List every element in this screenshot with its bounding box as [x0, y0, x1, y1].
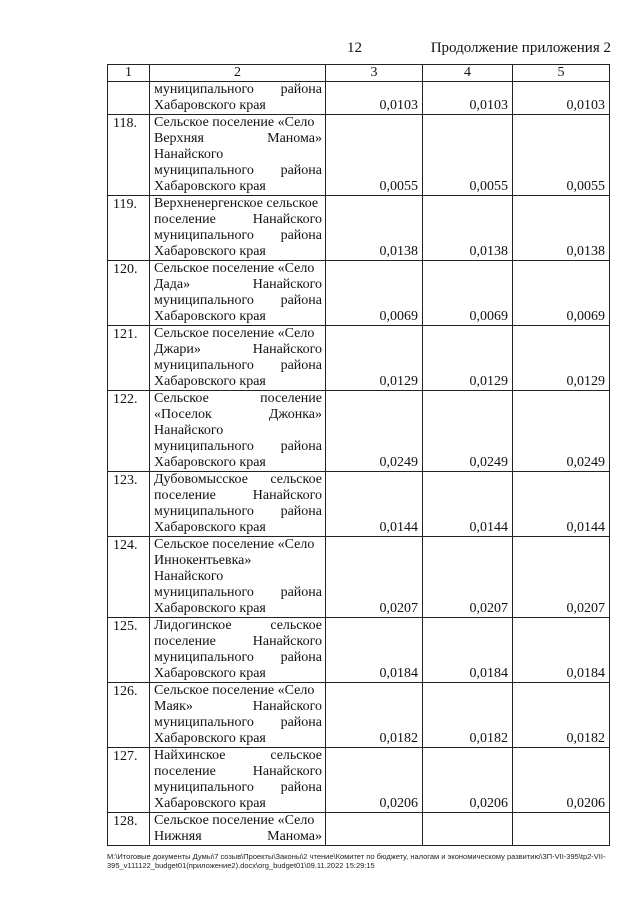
name-word: Хабаровского края [154, 244, 266, 259]
name-word: района [280, 228, 322, 243]
name-word: Лидогинское [154, 618, 232, 633]
name-word: муниципального [154, 439, 254, 454]
value-cell-v3 [326, 115, 423, 196]
table-row [108, 813, 610, 846]
value-cell-v3 [326, 82, 423, 115]
value: 0,0206 [469, 796, 508, 811]
name-word: муниципального [154, 358, 254, 373]
name-word: Сельское поселение «Село [154, 813, 315, 828]
name-word: района [280, 439, 322, 454]
value-cell-v4 [423, 748, 513, 813]
name-word: района [280, 82, 322, 97]
value: 0,0129 [379, 374, 418, 389]
name-line [154, 358, 322, 374]
settlement-name [150, 196, 326, 261]
name-line [154, 374, 322, 390]
settlement-name [150, 391, 326, 472]
name-line [154, 196, 322, 212]
value-cell-v4 [423, 115, 513, 196]
name-word: района [280, 504, 322, 519]
value [326, 813, 418, 845]
name-line [154, 715, 322, 731]
table-row [108, 472, 610, 537]
value-cell-v5 [513, 683, 610, 748]
value-cell-v5 [513, 618, 610, 683]
name-line [154, 813, 322, 829]
row-index: 123. [108, 472, 150, 537]
value-cell-v3 [326, 683, 423, 748]
value-cell-v5 [513, 391, 610, 472]
value: 0,0103 [566, 98, 605, 113]
name-line [154, 293, 322, 309]
footer-path-line: М:\Итоговые документы Думы\7 созыв\Проекты\Законы\2 чтение\Комитет по бюджету, налогам и экономическому развитию\ЗП-VII-395\tp2-VII- [107, 852, 606, 861]
row-index: 124. [108, 537, 150, 618]
name-line [154, 98, 322, 114]
name-word: Нанайского [154, 423, 224, 438]
value [423, 813, 508, 845]
name-word: Сельское поселение «Село [154, 115, 315, 130]
name-word: Нанайского [252, 699, 322, 714]
name-line [154, 423, 322, 439]
document-path-footer [107, 852, 613, 870]
value-cell-v5 [513, 537, 610, 618]
name-line [154, 650, 322, 666]
value-cell-v4 [423, 813, 513, 846]
row-index: 122. [108, 391, 150, 472]
name-word: сельское [270, 748, 322, 763]
value-cell-v4 [423, 683, 513, 748]
name-word: муниципального [154, 228, 254, 243]
row-index: 127. [108, 748, 150, 813]
value: 0,0055 [379, 179, 418, 194]
value-cell-v5 [513, 196, 610, 261]
name-word: Нижняя [154, 829, 202, 844]
value: 0,0249 [379, 455, 418, 470]
name-line [154, 261, 322, 277]
name-word: Маяк» [154, 699, 193, 714]
value-cell-v5 [513, 472, 610, 537]
value: 0,0144 [379, 520, 418, 535]
table-row [108, 748, 610, 813]
name-line [154, 455, 322, 471]
value: 0,0207 [469, 601, 508, 616]
name-line [154, 212, 322, 228]
name-line [154, 585, 322, 601]
value-cell-v3 [326, 537, 423, 618]
name-line [154, 731, 322, 747]
value: 0,0184 [469, 666, 508, 681]
name-line [154, 309, 322, 325]
value-cell-v5 [513, 326, 610, 391]
table-row [108, 115, 610, 196]
name-line [154, 796, 322, 812]
name-word: поселение [154, 212, 216, 227]
table-row [108, 683, 610, 748]
name-word: Сельское поселение «Село [154, 683, 315, 698]
row-index [108, 82, 150, 115]
settlement-name [150, 115, 326, 196]
name-word: Сельское поселение «Село [154, 537, 315, 552]
settlement-name [150, 748, 326, 813]
column-header: 2 [150, 65, 326, 82]
value-cell-v4 [423, 326, 513, 391]
name-line [154, 488, 322, 504]
name-word: Джонка» [268, 407, 322, 422]
name-line [154, 569, 322, 585]
name-word: Хабаровского края [154, 374, 266, 389]
name-word: Нанайского [252, 488, 322, 503]
name-word: Найхинское [154, 748, 226, 763]
value-cell-v5 [513, 813, 610, 846]
name-word: района [280, 293, 322, 308]
name-word: поселение [154, 764, 216, 779]
name-word: муниципального [154, 504, 254, 519]
name-word: района [280, 358, 322, 373]
value: 0,0144 [566, 520, 605, 535]
name-line [154, 439, 322, 455]
name-word: муниципального [154, 82, 254, 97]
name-word: Нанайского [252, 764, 322, 779]
name-line [154, 472, 322, 488]
name-word: Нанайского [154, 569, 224, 584]
column-header: 4 [423, 65, 513, 82]
name-word: поселение [154, 634, 216, 649]
name-line [154, 666, 322, 682]
value: 0,0184 [379, 666, 418, 681]
name-word: муниципального [154, 163, 254, 178]
name-word: Иннокентьевка» [154, 553, 252, 568]
value-cell-v4 [423, 261, 513, 326]
name-line [154, 228, 322, 244]
name-word: сельское [270, 472, 322, 487]
name-line [154, 634, 322, 650]
name-word: Хабаровского края [154, 520, 266, 535]
value: 0,0206 [379, 796, 418, 811]
name-line [154, 537, 322, 553]
table-row [108, 326, 610, 391]
value: 0,0138 [379, 244, 418, 259]
value: 0,0069 [566, 309, 605, 324]
table-row [108, 261, 610, 326]
column-header: 3 [326, 65, 423, 82]
name-line [154, 115, 322, 131]
value: 0,0129 [566, 374, 605, 389]
name-word: района [280, 585, 322, 600]
name-line [154, 391, 322, 407]
table-row [108, 391, 610, 472]
name-word: Хабаровского края [154, 98, 266, 113]
page-number: 12 [347, 40, 362, 56]
name-word: Хабаровского края [154, 796, 266, 811]
value-cell-v4 [423, 618, 513, 683]
name-word: муниципального [154, 585, 254, 600]
name-line [154, 520, 322, 536]
name-word: Верхненергенское сельское [154, 196, 319, 211]
name-word: Нанайского [252, 212, 322, 227]
value-cell-v4 [423, 472, 513, 537]
continuation-label: Продолжение приложения 2 [430, 40, 611, 56]
value-cell-v3 [326, 196, 423, 261]
settlement-name [150, 813, 326, 846]
table-row [108, 537, 610, 618]
name-line [154, 244, 322, 260]
value: 0,0144 [469, 520, 508, 535]
name-word: Нанайского [252, 342, 322, 357]
name-line [154, 829, 322, 845]
name-word: Нанайского [154, 147, 224, 162]
name-line [154, 618, 322, 634]
name-word: Манома» [267, 131, 322, 146]
name-word: района [280, 163, 322, 178]
value: 0,0069 [469, 309, 508, 324]
name-word: Сельское поселение «Село [154, 261, 315, 276]
value: 0,0182 [566, 731, 605, 746]
value-cell-v4 [423, 391, 513, 472]
value-cell-v3 [326, 748, 423, 813]
value-cell-v3 [326, 618, 423, 683]
name-word: сельское [270, 618, 322, 633]
name-word: Нанайского [252, 634, 322, 649]
name-line [154, 342, 322, 358]
row-index: 121. [108, 326, 150, 391]
value-cell-v3 [326, 326, 423, 391]
value-cell-v5 [513, 82, 610, 115]
row-index: 118. [108, 115, 150, 196]
value-cell-v5 [513, 748, 610, 813]
column-header: 1 [108, 65, 150, 82]
name-line [154, 683, 322, 699]
name-line [154, 699, 322, 715]
value: 0,0249 [566, 455, 605, 470]
name-line [154, 163, 322, 179]
name-word: Хабаровского края [154, 309, 266, 324]
budget-table [107, 64, 610, 846]
value-cell-v4 [423, 196, 513, 261]
name-word: района [280, 715, 322, 730]
name-line [154, 147, 322, 163]
name-word: Джари» [154, 342, 201, 357]
table-row [108, 196, 610, 261]
name-word: Хабаровского края [154, 601, 266, 616]
name-word: Дубовомысское [154, 472, 248, 487]
value: 0,0206 [566, 796, 605, 811]
name-word: муниципального [154, 293, 254, 308]
value-cell-v3 [326, 261, 423, 326]
row-index: 125. [108, 618, 150, 683]
name-line [154, 179, 322, 195]
table-row [108, 82, 610, 115]
name-word: Сельское [154, 391, 209, 406]
settlement-name [150, 472, 326, 537]
name-word: Дада» [154, 277, 191, 292]
value-cell-v3 [326, 391, 423, 472]
name-word: «Поселок [154, 407, 212, 422]
settlement-name [150, 261, 326, 326]
value: 0,0129 [469, 374, 508, 389]
value-cell-v5 [513, 261, 610, 326]
name-line [154, 764, 322, 780]
name-line [154, 553, 322, 569]
table-row [108, 618, 610, 683]
column-header: 5 [513, 65, 610, 82]
value: 0,0069 [379, 309, 418, 324]
name-word: Манома» [267, 829, 322, 844]
value: 0,0249 [469, 455, 508, 470]
name-word: Хабаровского края [154, 455, 266, 470]
value: 0,0138 [469, 244, 508, 259]
name-line [154, 780, 322, 796]
value: 0,0207 [566, 601, 605, 616]
name-word: Нанайского [252, 277, 322, 292]
value-cell-v4 [423, 537, 513, 618]
name-word: муниципального [154, 715, 254, 730]
name-line [154, 601, 322, 617]
settlement-name [150, 326, 326, 391]
name-word: муниципального [154, 650, 254, 665]
value: 0,0055 [469, 179, 508, 194]
row-index: 128. [108, 813, 150, 846]
name-word: района [280, 650, 322, 665]
row-index: 119. [108, 196, 150, 261]
name-line [154, 326, 322, 342]
value-cell-v5 [513, 115, 610, 196]
value-cell-v3 [326, 472, 423, 537]
name-line [154, 82, 322, 98]
settlement-name [150, 82, 326, 115]
value: 0,0055 [566, 179, 605, 194]
value: 0,0103 [469, 98, 508, 113]
row-index: 126. [108, 683, 150, 748]
settlement-name [150, 618, 326, 683]
name-line [154, 504, 322, 520]
name-word: поселение [154, 488, 216, 503]
settlement-name [150, 537, 326, 618]
value: 0,0182 [469, 731, 508, 746]
name-line [154, 407, 322, 423]
value: 0,0103 [379, 98, 418, 113]
value: 0,0182 [379, 731, 418, 746]
name-word: Верхняя [154, 131, 204, 146]
name-word: Хабаровского края [154, 731, 266, 746]
name-word: поселение [260, 391, 322, 406]
value: 0,0138 [566, 244, 605, 259]
value-cell-v3 [326, 813, 423, 846]
value [513, 813, 605, 845]
name-word: Хабаровского края [154, 666, 266, 681]
value: 0,0184 [566, 666, 605, 681]
value: 0,0207 [379, 601, 418, 616]
name-word: района [280, 780, 322, 795]
footer-path-line: 395_v111122_budget01(приложение2).docx\org_budget01\09.11.2022 15:29:15 [107, 861, 375, 870]
name-line [154, 748, 322, 764]
name-word: Хабаровского края [154, 179, 266, 194]
settlement-name [150, 683, 326, 748]
name-line [154, 277, 322, 293]
row-index: 120. [108, 261, 150, 326]
name-line [154, 131, 322, 147]
name-word: муниципального [154, 780, 254, 795]
name-word: Сельское поселение «Село [154, 326, 315, 341]
table-body [108, 82, 610, 846]
table-header-row [108, 65, 610, 82]
value-cell-v4 [423, 82, 513, 115]
